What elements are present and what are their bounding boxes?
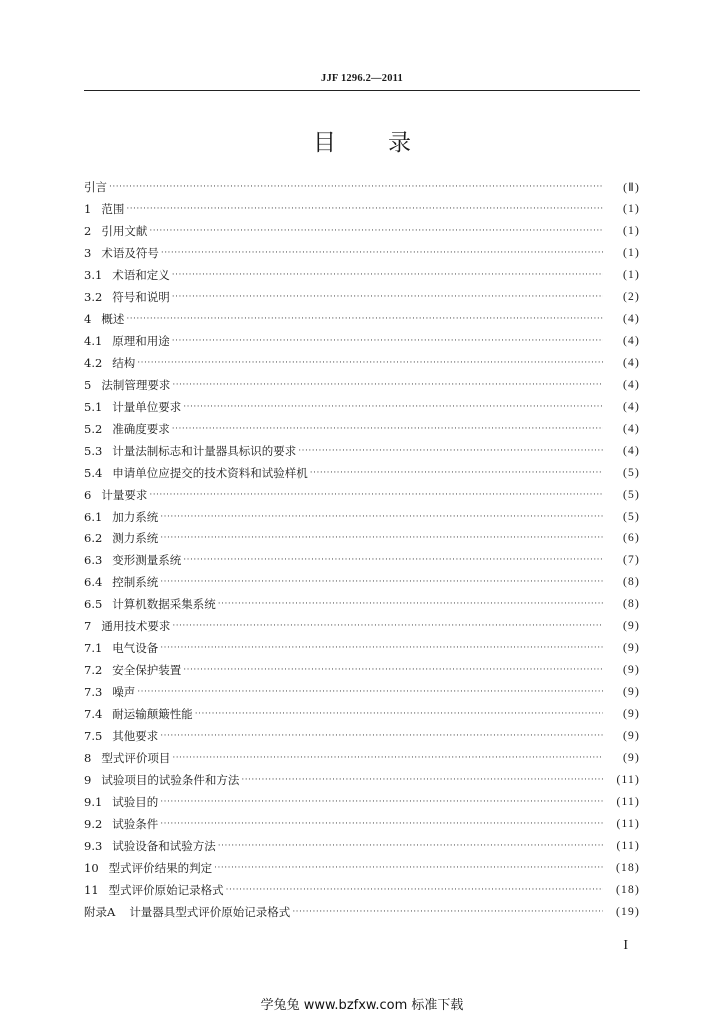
toc-dot-leader (292, 907, 603, 917)
toc-dot-leader (160, 797, 603, 807)
toc-entry[interactable] (84, 637, 640, 659)
toc-entry[interactable] (84, 198, 640, 220)
toc-entry[interactable] (84, 659, 640, 681)
toc-entry-title: 试验条件 (112, 817, 159, 832)
toc-entry[interactable] (84, 813, 640, 835)
toc-dot-leader (149, 490, 603, 500)
toc-dot-leader (172, 380, 603, 390)
toc-entry[interactable] (84, 681, 640, 703)
toc-entry-title: 型式评价项目 (101, 751, 171, 766)
toc-entry-number: 10 (84, 861, 99, 876)
toc-entry-title: 计量要求 (101, 487, 148, 502)
toc-dot-leader (137, 687, 603, 697)
toc-entry-page: (5) (622, 466, 640, 479)
toc-dot-leader (160, 731, 603, 741)
toc-entry-number: 7.2 (84, 663, 103, 678)
toc-entry-title: 计量法制标志和计量器具标识的要求 (112, 443, 297, 458)
toc-entry-number: 7.4 (84, 707, 103, 722)
toc-entry-page: (9) (622, 752, 640, 765)
toc-dot-leader (195, 709, 603, 719)
toc-entry-title: 安全保护装置 (112, 663, 182, 678)
site-watermark: 学兔兔 www.bzfxw.com 标准下载 (260, 998, 464, 1013)
toc-dot-leader (172, 336, 603, 346)
toc-entry-title: 准确度要求 (112, 421, 170, 436)
toc-entry-number: 6.1 (84, 509, 103, 524)
toc-entry[interactable] (84, 747, 640, 769)
toc-entry-title: 噪声 (112, 685, 136, 700)
header-rule (84, 90, 640, 91)
toc-dot-leader (161, 248, 603, 258)
toc-entry-title: 测力系统 (112, 531, 159, 546)
toc-entry-title: 计量单位要求 (112, 399, 182, 414)
toc-entry[interactable] (84, 220, 640, 242)
toc-entry-page: (19) (616, 905, 640, 918)
toc-entry-title: 变形测量系统 (112, 553, 182, 568)
toc-dot-leader (183, 402, 603, 412)
toc-entry[interactable] (84, 703, 640, 725)
toc-dot-leader (214, 863, 603, 873)
toc-entry-page: (7) (622, 554, 640, 567)
toc-entry-title: 结构 (112, 355, 136, 370)
toc-entry[interactable] (84, 857, 640, 879)
toc-entry-page: (4) (622, 444, 640, 457)
toc-dot-leader (218, 599, 603, 609)
page-number: I (623, 938, 628, 953)
toc-entry[interactable] (84, 593, 640, 615)
toc-entry-number: 5.4 (84, 465, 103, 480)
toc-entry-page: (11) (616, 796, 640, 809)
toc-entry-number: 3 (84, 245, 92, 260)
toc-dot-leader (160, 643, 603, 653)
toc-dot-leader (226, 885, 603, 895)
title-char-left: 目 (313, 130, 336, 156)
toc-entry-title: 术语和定义 (112, 267, 170, 282)
toc-entry-page: (2) (622, 290, 640, 303)
toc-entry-number: 7.3 (84, 685, 103, 700)
toc-entry-title: 试验项目的试验条件和方法 (101, 773, 240, 788)
toc-entry-page: (1) (622, 202, 640, 215)
toc-dot-leader (160, 533, 603, 543)
toc-entry-title: 符号和说明 (112, 289, 170, 304)
toc-entry-page: (4) (622, 356, 640, 369)
toc-dot-leader (183, 665, 603, 675)
toc-entry-number: 3.1 (84, 267, 103, 282)
toc-dot-leader (172, 270, 603, 280)
toc-entry-number: 3.2 (84, 289, 103, 304)
toc-entry-number: 6.5 (84, 597, 103, 612)
toc-entry-page: (Ⅱ) (623, 181, 640, 194)
toc-entry[interactable] (84, 418, 640, 440)
toc-entry-number: 11 (84, 882, 99, 897)
toc-dot-leader (183, 555, 603, 565)
toc-entry-number: 7 (84, 619, 92, 634)
toc-entry-page: (6) (622, 532, 640, 545)
toc-entry-page: (4) (622, 334, 640, 347)
toc-entry-number: 5.3 (84, 443, 103, 458)
toc-dot-leader (172, 292, 603, 302)
toc-entry-number: 6.3 (84, 553, 103, 568)
toc-entry-title: 型式评价结果的判定 (108, 861, 213, 876)
toc-entry-page: (9) (622, 708, 640, 721)
toc-entry-number: 1 (84, 201, 92, 216)
toc-entry-page: (9) (622, 730, 640, 743)
toc-entry[interactable] (84, 769, 640, 791)
toc-entry-number: 9.3 (84, 839, 103, 854)
toc-entry-title: 计算机数据采集系统 (112, 597, 216, 612)
toc-entry[interactable] (84, 615, 640, 637)
toc-entry[interactable] (84, 330, 640, 352)
toc-entry-number: 5.2 (84, 421, 103, 436)
toc-dot-leader (172, 621, 603, 631)
toc-entry-page: (5) (622, 488, 640, 501)
toc-entry-page: (18) (616, 883, 640, 896)
toc-dot-leader (298, 446, 603, 456)
toc-entry[interactable] (84, 440, 640, 462)
toc-entry-page: (5) (622, 510, 640, 523)
table-of-contents (84, 176, 640, 923)
toc-entry-number: 6.2 (84, 531, 103, 546)
toc-entry-title: 耐运输颠簸性能 (112, 707, 193, 722)
toc-entry-title: 法制管理要求 (101, 377, 171, 392)
toc-entry[interactable] (84, 879, 640, 901)
toc-entry[interactable] (84, 264, 640, 286)
toc-dot-leader (160, 577, 603, 587)
toc-entry[interactable] (84, 571, 640, 593)
toc-dot-leader (172, 753, 603, 763)
toc-entry-number: 4 (84, 311, 92, 326)
toc-entry-title: 试验设备和试验方法 (112, 839, 216, 854)
toc-dot-leader (149, 226, 603, 236)
toc-entry-title: 型式评价原始记录格式 (108, 882, 224, 897)
toc-entry[interactable] (84, 901, 640, 923)
toc-entry-page: (9) (622, 620, 640, 633)
toc-entry-page: (9) (622, 642, 640, 655)
toc-entry[interactable] (84, 835, 640, 857)
toc-entry-page: (8) (622, 598, 640, 611)
toc-entry-number: 4.1 (84, 333, 103, 348)
toc-entry-number: 5 (84, 377, 92, 392)
toc-entry[interactable] (84, 725, 640, 747)
toc-entry-page: (1) (622, 268, 640, 281)
toc-entry[interactable] (84, 506, 640, 528)
toc-entry[interactable] (84, 791, 640, 813)
toc-entry-title: 原理和用途 (112, 333, 170, 348)
title-char-right: 录 (388, 130, 411, 156)
toc-entry-number: 7.1 (84, 641, 103, 656)
toc-entry-page: (9) (622, 664, 640, 677)
toc-entry-page: (8) (622, 576, 640, 589)
toc-entry-number: 5.1 (84, 399, 103, 414)
toc-entry-page: (4) (622, 422, 640, 435)
toc-entry-number: 9.2 (84, 817, 103, 832)
toc-entry-title: 控制系统 (112, 575, 159, 590)
toc-entry-number: 2 (84, 223, 92, 238)
toc-entry[interactable] (84, 286, 640, 308)
toc-entry-number: 9.1 (84, 795, 103, 810)
toc-entry-number: 附录A (84, 904, 116, 919)
toc-entry-title: 引言 (84, 179, 107, 194)
toc-dot-leader (241, 775, 603, 785)
toc-entry-page: (4) (622, 312, 640, 325)
toc-entry-title: 申请单位应提交的技术资料和试验样机 (112, 465, 308, 480)
toc-entry-title: 范围 (101, 201, 125, 216)
toc-entry-page: (1) (622, 224, 640, 237)
toc-entry-page: (11) (616, 818, 640, 831)
toc-entry-title: 加力系统 (112, 509, 159, 524)
toc-entry-page: (11) (616, 840, 640, 853)
toc-entry-page: (1) (622, 246, 640, 259)
toc-entry-title: 计量器具型式评价原始记录格式 (129, 904, 291, 919)
toc-entry-title: 引用文献 (101, 223, 148, 238)
toc-entry[interactable] (84, 308, 640, 330)
toc-dot-leader (160, 819, 603, 829)
toc-entry-page: (9) (622, 686, 640, 699)
toc-entry[interactable] (84, 396, 640, 418)
toc-dot-leader (310, 468, 603, 478)
document-code-header: JJF 1296.2—2011 (321, 73, 403, 84)
toc-entry-number: 7.5 (84, 729, 103, 744)
toc-entry-page: (18) (616, 862, 640, 875)
toc-dot-leader (109, 182, 603, 192)
toc-entry[interactable] (84, 462, 640, 484)
toc-entry[interactable] (84, 484, 640, 506)
toc-entry-number: 4.2 (84, 355, 103, 370)
toc-entry-title: 术语及符号 (101, 245, 159, 260)
toc-dot-leader (126, 314, 603, 324)
toc-entry[interactable] (84, 528, 640, 550)
toc-entry[interactable] (84, 242, 640, 264)
toc-dot-leader (160, 512, 603, 522)
toc-entry-page: (4) (622, 378, 640, 391)
toc-dot-leader (137, 358, 603, 368)
toc-entry-number: 9 (84, 773, 92, 788)
toc-entry-number: 6.4 (84, 575, 103, 590)
toc-entry[interactable] (84, 549, 640, 571)
toc-entry-page: (11) (616, 774, 640, 787)
toc-dot-leader (126, 204, 603, 214)
toc-entry-title: 概述 (101, 311, 125, 326)
toc-entry[interactable] (84, 176, 640, 198)
toc-entry-number: 6 (84, 487, 92, 502)
toc-entry-title: 其他要求 (112, 729, 159, 744)
toc-entry-page: (4) (622, 400, 640, 413)
toc-title (0, 124, 724, 157)
toc-entry-title: 通用技术要求 (101, 619, 171, 634)
toc-entry-title: 电气设备 (112, 641, 159, 656)
toc-entry[interactable] (84, 352, 640, 374)
toc-entry[interactable] (84, 374, 640, 396)
toc-entry-title: 试验目的 (112, 795, 159, 810)
toc-dot-leader (172, 424, 603, 434)
toc-dot-leader (218, 841, 603, 851)
toc-entry-number: 8 (84, 751, 92, 766)
